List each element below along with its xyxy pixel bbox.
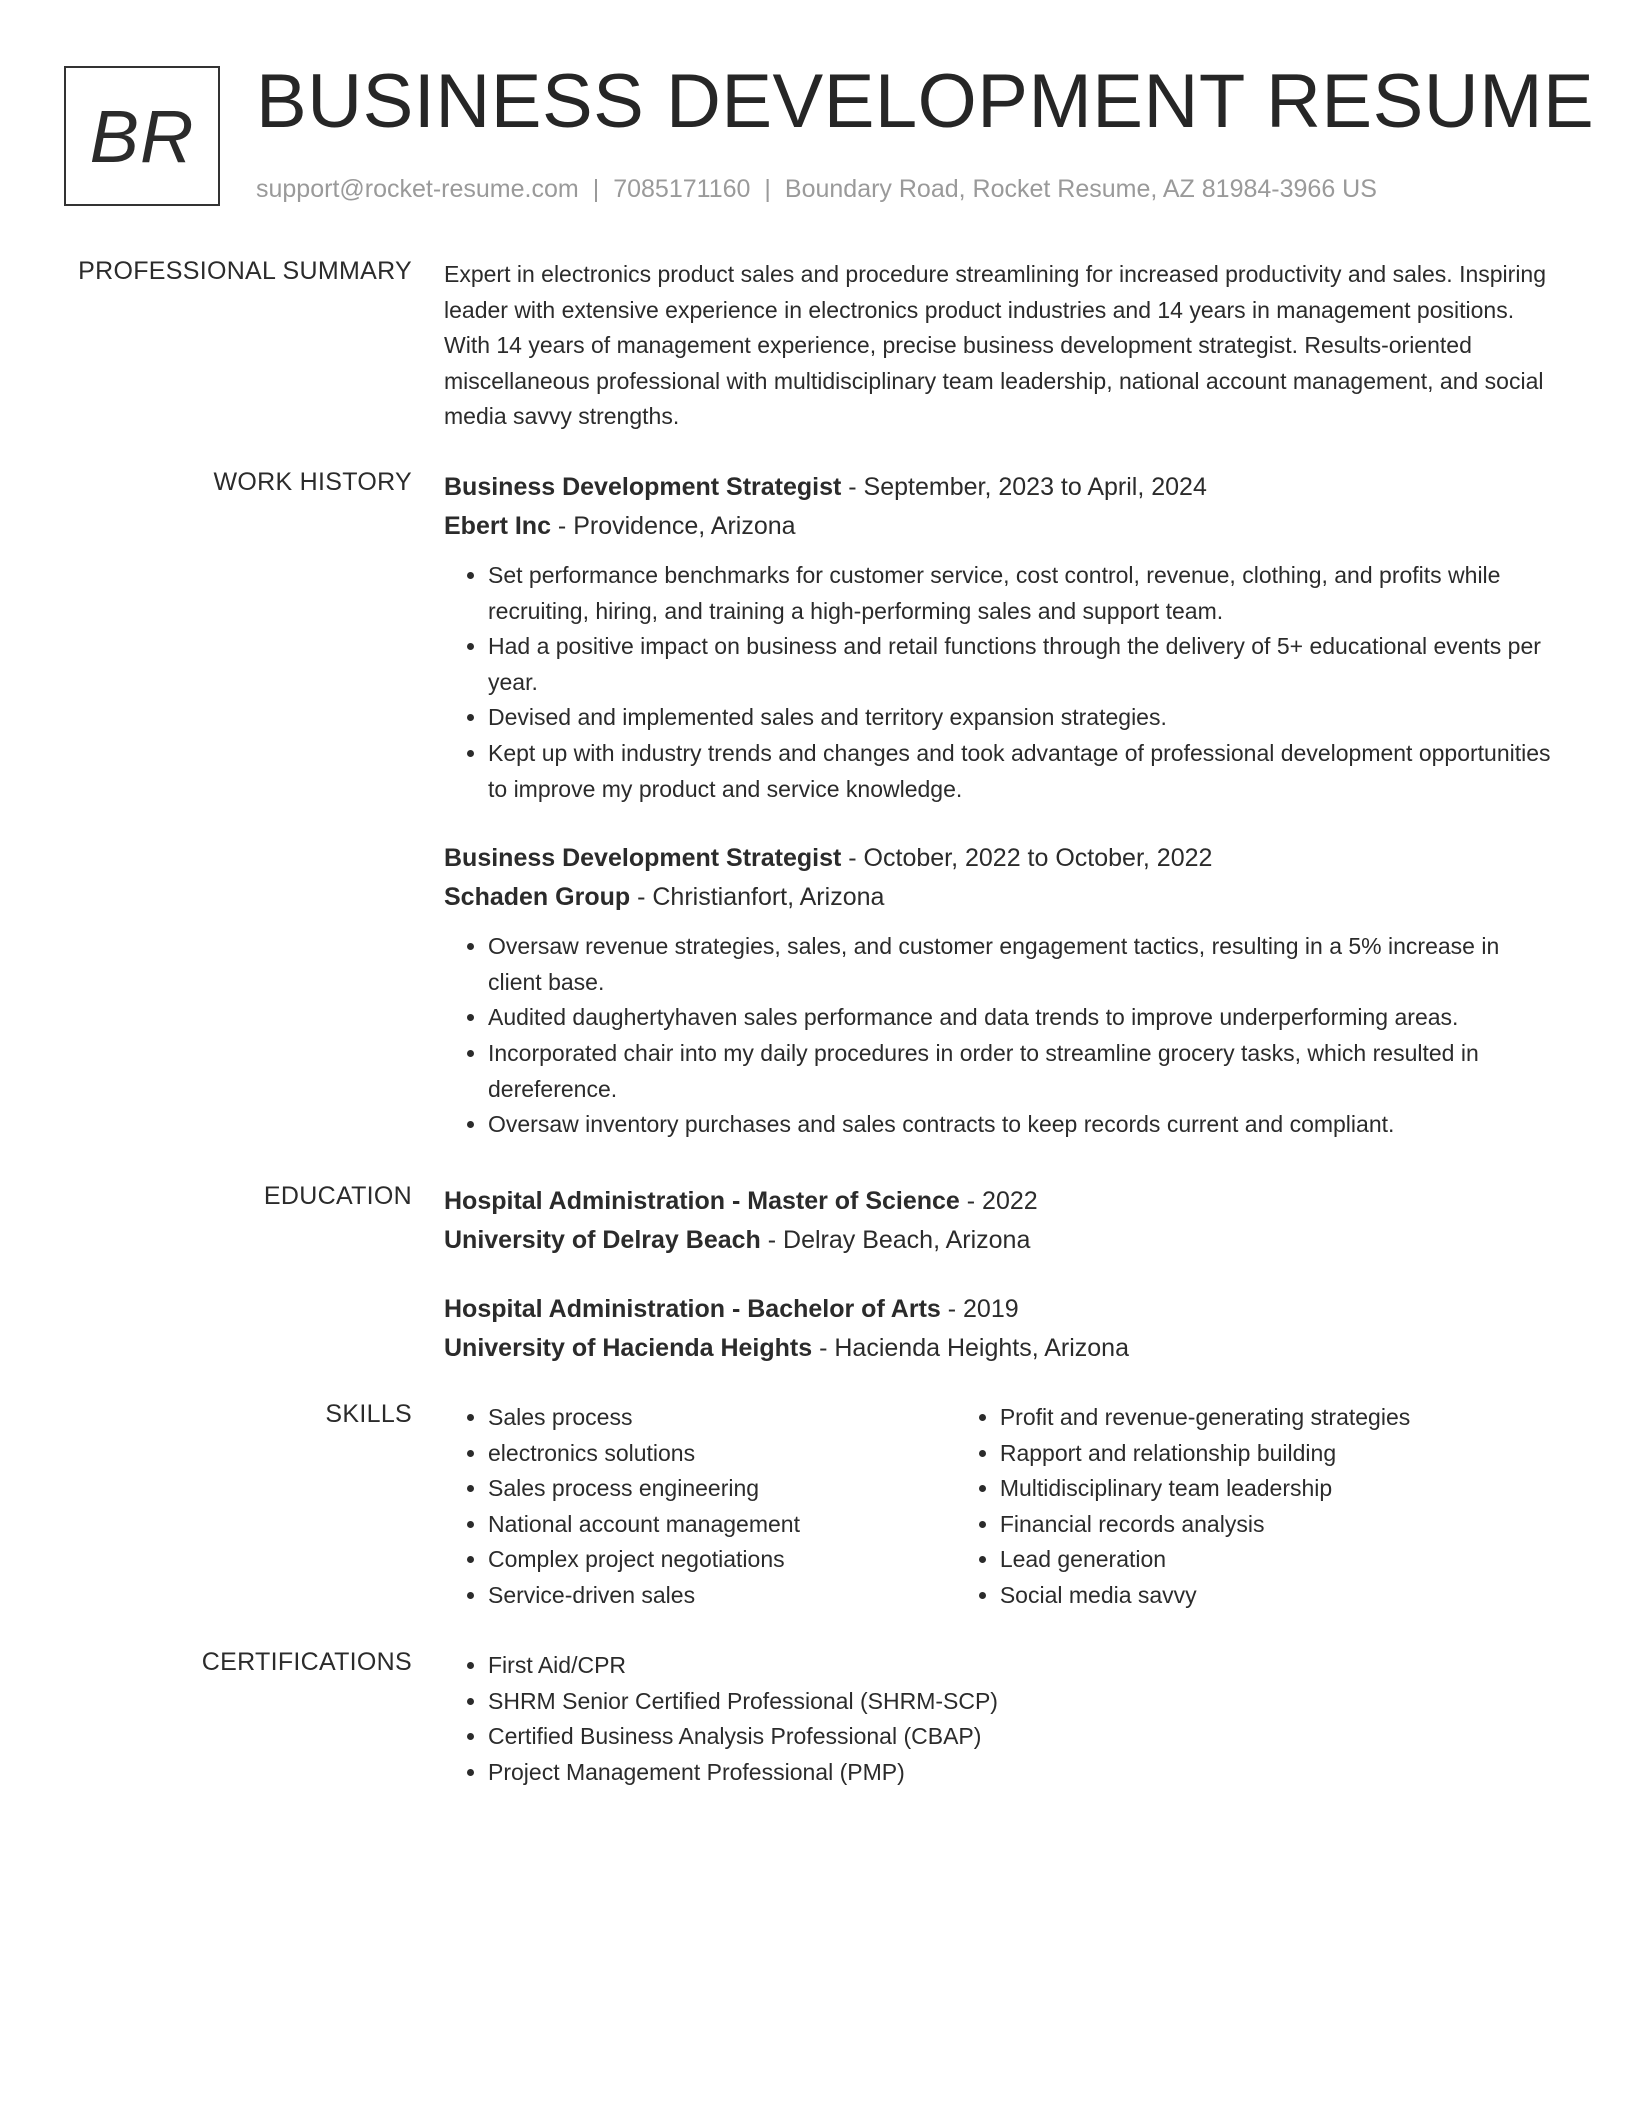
- section-label: WORK HISTORY: [213, 468, 412, 496]
- skill-item: • Service-driven sales: [488, 1578, 956, 1614]
- certification-item: • SHRM Senior Certified Professional (SHRM-SCP): [488, 1684, 1559, 1720]
- contact-address: Boundary Road, Rocket Resume, AZ 81984-3966 US: [784, 175, 1377, 203]
- education-degree-line: [444, 1182, 1559, 1221]
- summary-body: [444, 257, 1559, 435]
- job-company: Ebert Inc: [444, 512, 551, 540]
- job-bullet: • Oversaw revenue strategies, sales, and customer engagement tactics, resulting in a 5% increase in client base.: [488, 929, 1559, 1000]
- education-degree: Hospital Administration - Bachelor of Arts: [444, 1295, 941, 1323]
- skill-item: • Sales process engineering: [488, 1471, 956, 1507]
- skills-list-left: [444, 1400, 956, 1614]
- job-title: Business Development Strategist: [444, 473, 842, 501]
- job-company: Schaden Group: [444, 883, 631, 912]
- education-location: - Hacienda Heights, Arizona: [812, 1334, 1129, 1362]
- job-company-line: [444, 878, 1559, 917]
- work-body: [444, 468, 1559, 1143]
- education-body: [444, 1182, 1559, 1368]
- job-bullet: • Kept up with industry trends and changes and took advantage of professional development opportunities to improve my product and service knowledge.: [488, 736, 1559, 807]
- summary-text: Expert in electronics product sales and procedure streamlining for increased productivity and sales. Inspiring leader with extensive experience in electronics product industries and 14 years in management positions. With 14 years of management experience, precise business development strategist. Results-oriented miscellaneous professional with multidisciplinary team leadership, national account management, and social media savvy strengths.: [444, 261, 1547, 430]
- skill-item: • Rapport and relationship building: [1000, 1436, 1559, 1472]
- job-company-line: [444, 507, 1559, 546]
- section-label: PROFESSIONAL SUMMARY: [78, 257, 412, 285]
- education-location: - Delray Beach, Arizona: [760, 1226, 1031, 1254]
- contact-phone: 7085171160: [613, 175, 751, 203]
- section-label: CERTIFICATIONS: [201, 1648, 412, 1676]
- job-location: - Christianfort, Arizona: [630, 883, 885, 912]
- job-bullet: • Devised and implemented sales and territory expansion strategies.: [488, 700, 1559, 736]
- job-entry: [444, 468, 1559, 807]
- skill-item: • Lead generation: [1000, 1542, 1559, 1578]
- certifications-body: [444, 1648, 1559, 1790]
- job-dates: - September, 2023 to April, 2024: [841, 473, 1207, 501]
- job-bullet: • Set performance benchmarks for customer service, cost control, revenue, clothing, and profits while recruiting, hiring, and training a high-performing sales and support team.: [488, 558, 1559, 629]
- job-bullet: • Audited daughertyhaven sales performance and data trends to improve underperforming areas.: [488, 1000, 1559, 1036]
- section-label: EDUCATION: [263, 1182, 412, 1210]
- contact-separator: |: [592, 175, 600, 203]
- contact-separator: |: [764, 175, 771, 203]
- job-title-line: [444, 839, 1559, 878]
- skill-item: • Social media savvy: [1000, 1578, 1559, 1614]
- job-title-line: [444, 468, 1559, 507]
- skill-item: • electronics solutions: [488, 1436, 956, 1472]
- job-bullet: • Had a positive impact on business and retail functions through the delivery of 5+ educational events per year.: [488, 629, 1559, 700]
- skill-item: • National account management: [488, 1507, 956, 1543]
- education-school: University of Hacienda Heights: [444, 1334, 813, 1362]
- section-label: SKILLS: [325, 1400, 412, 1428]
- skills-columns: [444, 1400, 1559, 1614]
- job-bullets: [444, 929, 1559, 1143]
- certification-item: • Project Management Professional (PMP): [488, 1755, 1559, 1791]
- job-bullet: • Incorporated chair into my daily procedures in order to streamline grocery tasks, which resulted in dereference.: [488, 1036, 1559, 1107]
- job-bullet: • Oversaw inventory purchases and sales contracts to keep records current and compliant.: [488, 1107, 1559, 1143]
- contact-email: support@rocket-resume.com: [256, 175, 579, 203]
- certification-item: • Certified Business Analysis Professional (CBAP): [488, 1719, 1559, 1755]
- job-entry: [444, 839, 1559, 1143]
- education-year: - 2022: [959, 1187, 1038, 1215]
- skill-item: • Multidisciplinary team leadership: [1000, 1471, 1559, 1507]
- job-title: Business Development Strategist: [444, 844, 842, 873]
- contact-line: [256, 175, 1377, 204]
- skills-list-right: [956, 1400, 1559, 1614]
- education-entry: [444, 1182, 1559, 1260]
- education-year: - 2019: [940, 1295, 1019, 1323]
- job-bullets: [444, 558, 1559, 807]
- job-dates: - October, 2022 to October, 2022: [841, 844, 1213, 873]
- education-degree-line: [444, 1290, 1559, 1329]
- education-entry: [444, 1290, 1559, 1368]
- skill-item: • Sales process: [488, 1400, 956, 1436]
- skill-item: • Financial records analysis: [1000, 1507, 1559, 1543]
- job-location: - Providence, Arizona: [550, 512, 796, 540]
- education-school: University of Delray Beach: [444, 1226, 761, 1254]
- page-title: BUSINESS DEVELOPMENT RESUME: [256, 59, 1595, 144]
- education-degree: Hospital Administration - Master of Science: [444, 1187, 960, 1215]
- certification-item: • First Aid/CPR: [488, 1648, 1559, 1684]
- education-school-line: [444, 1329, 1559, 1368]
- education-school-line: [444, 1221, 1559, 1260]
- skill-item: • Complex project negotiations: [488, 1542, 956, 1578]
- skill-item: • Profit and revenue-generating strategies: [1000, 1400, 1559, 1436]
- skills-body: [444, 1400, 1559, 1614]
- certifications-list: [444, 1648, 1559, 1790]
- monogram-logo: BR: [64, 66, 220, 206]
